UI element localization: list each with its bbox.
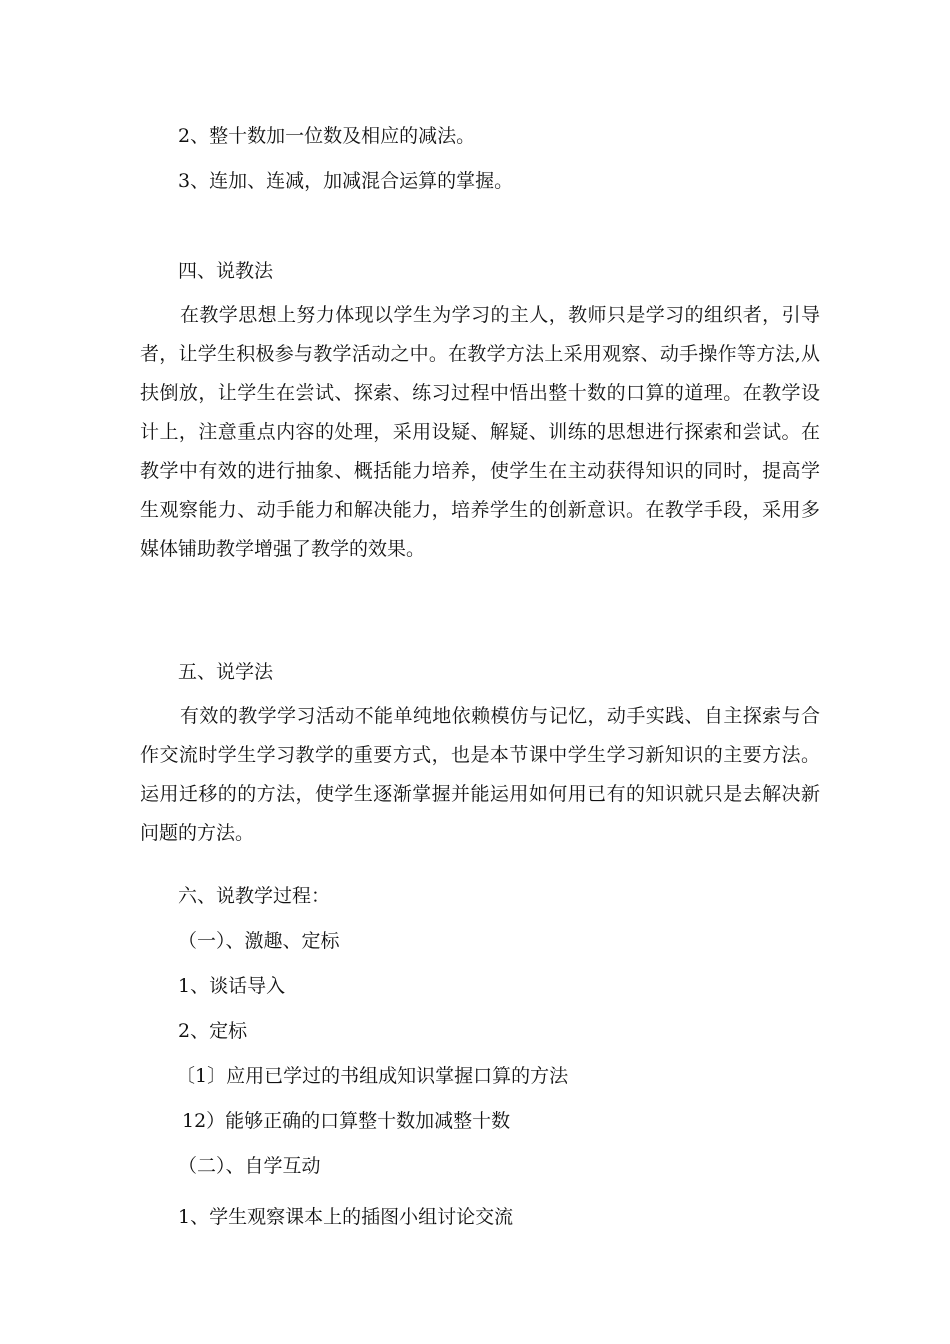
goal-item-2: 12）能够正确的口算整十数加减整十数 bbox=[182, 1110, 511, 1132]
step-item-1: 1、谈话导入 bbox=[178, 975, 286, 997]
subsection-heading-1: （一）、激趣、定标 bbox=[178, 930, 340, 952]
subsection-heading-2: （二）、自学互动 bbox=[178, 1155, 321, 1177]
learning-method-paragraph: 有效的教学学习活动不能单纯地依赖模仿与记忆，动手实践、自主探索与合作交流时学生学习教学的重要方式，也是本节课中学生学习新知识的主要方法。运用迁移的的方法，使学生逐渐掌握并能运用如何用已有的知识就只是去解决新问题的方法。 bbox=[140, 705, 820, 844]
section-heading-teaching-process: 六、说教学过程： bbox=[178, 885, 331, 907]
section-heading-learning-method: 五、说学法 bbox=[178, 661, 274, 683]
goal-item-1: 〔1〕应用已学过的书组成知识掌握口算的方法 bbox=[176, 1065, 569, 1087]
list-item-3: 3、连加、连减，加减混合运算的掌握。 bbox=[178, 170, 514, 192]
section-heading-teaching-method: 四、说教法 bbox=[178, 260, 274, 282]
teaching-method-paragraph: 在教学思想上努力体现以学生为学习的主人，教师只是学习的组织者，引导者，让学生积极参与教学活动之中。在教学方法上采用观察、动手操作等方法,从扶倒放，让学生在尝试、探索、练习过程中悟出整十数的口算的道理。在教学设计上，注意重点内容的处理，采用设疑、解疑、训练的思想进行探索和尝试。在教学中有效的进行抽象、概括能力培养，使学生在主动获得知识的同时，提高学生观察能力、动手能力和解决能力，培养学生的创新意识。在教学手段，采用多媒体铺助教学增强了教学的效果。 bbox=[140, 304, 820, 560]
list-item-2: 2、整十数加一位数及相应的减法。 bbox=[178, 125, 476, 147]
step-item-3: 1、学生观察课本上的插图小组讨论交流 bbox=[178, 1206, 514, 1228]
step-item-2: 2、定标 bbox=[178, 1020, 248, 1042]
